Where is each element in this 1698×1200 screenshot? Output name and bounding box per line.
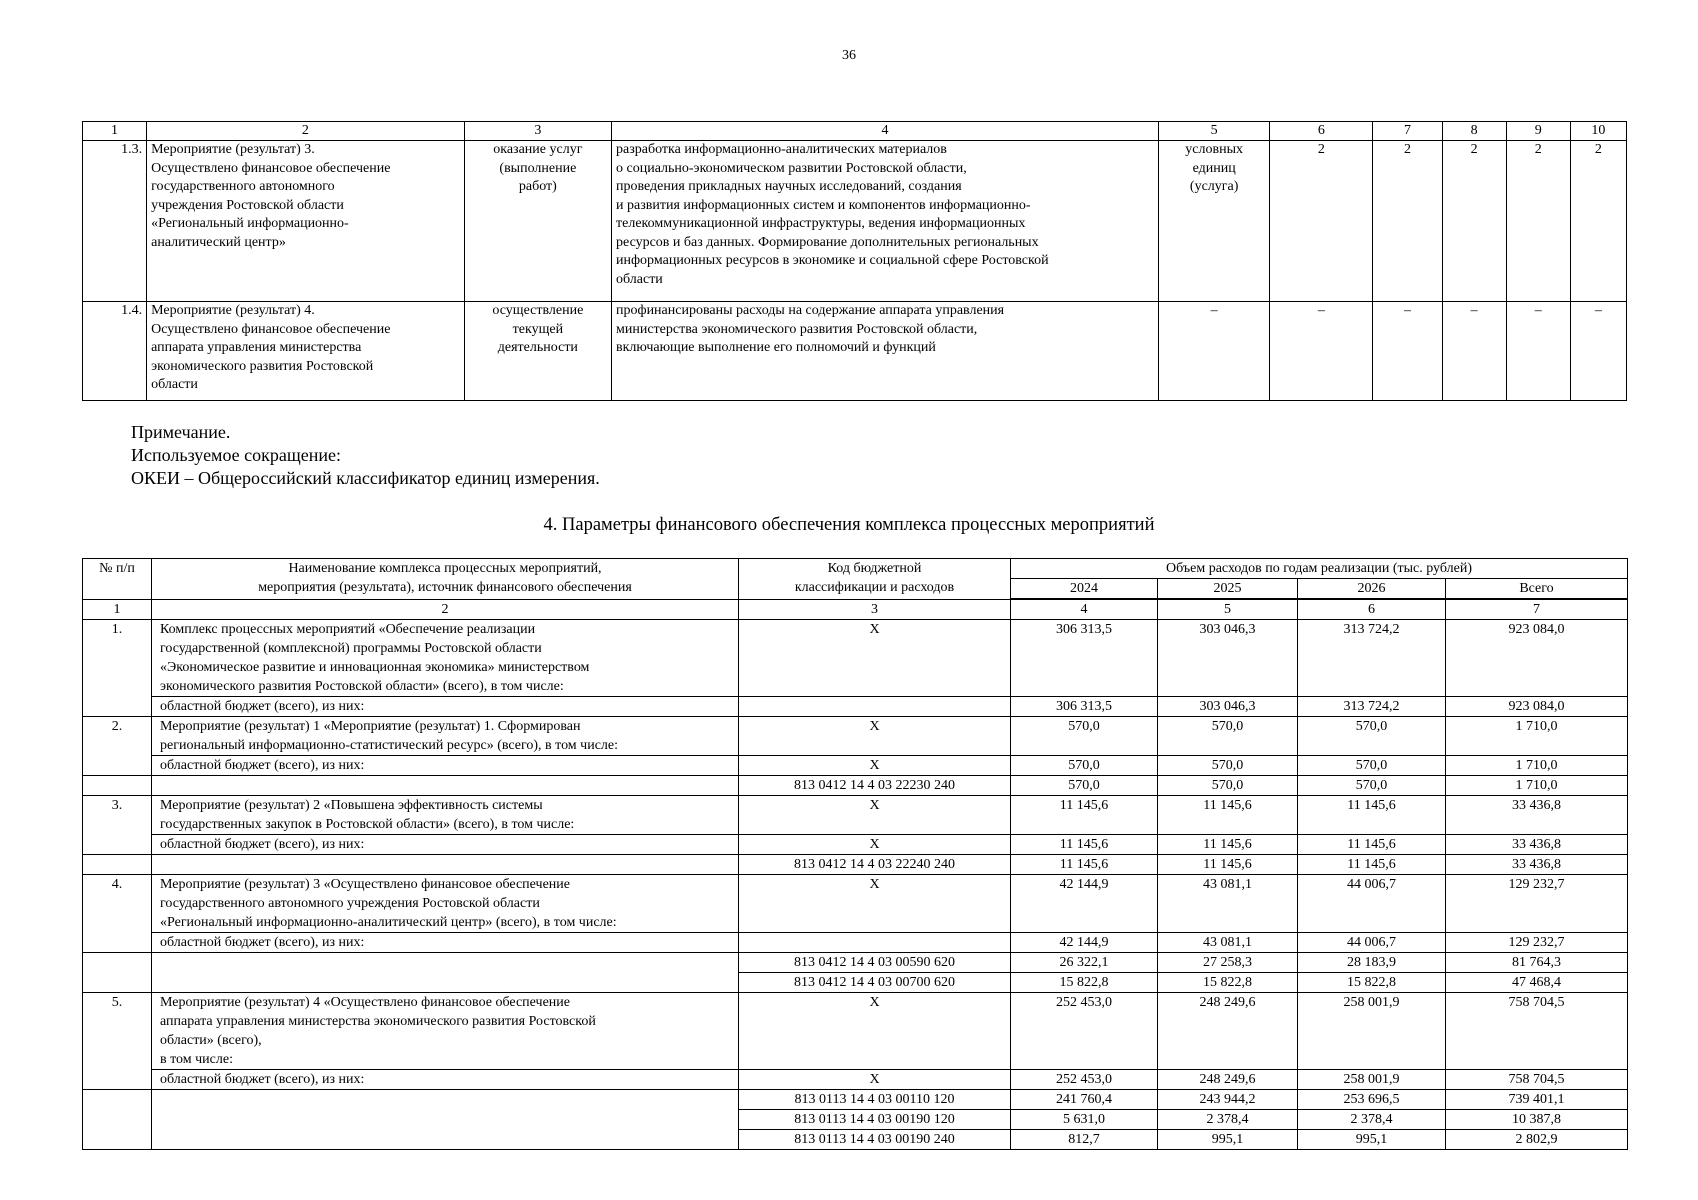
row-type-line: текущей	[512, 321, 564, 337]
group-row	[83, 796, 1628, 835]
budget-label: областной бюджет (всего), из них:	[152, 697, 739, 717]
budget-value: 570,0	[1298, 756, 1446, 776]
row-description-line: разработка информационно-аналитических материалов	[616, 142, 947, 157]
budget-code	[739, 697, 1011, 717]
group-row	[83, 875, 1628, 933]
row-name-line: Осуществлено финансовое обеспечение	[151, 160, 391, 176]
group-code: X	[739, 993, 1011, 1070]
row-type-line: оказание услуг	[493, 142, 583, 157]
column-number: 9	[1506, 122, 1570, 141]
row-name-line: аппарата управления министерства	[151, 340, 362, 355]
row-description-line: информационных ресурсов в экономике и социальной сфере Ростовской	[616, 253, 1049, 268]
sub-empty-num	[83, 855, 152, 875]
row-unit	[1159, 302, 1270, 401]
row-name-line: учреждения Ростовской области	[151, 197, 344, 213]
group-value: 11 145,6	[1298, 796, 1446, 835]
group-value: 306 313,5	[1011, 620, 1158, 697]
sub-value: 47 468,4	[1446, 973, 1628, 993]
row-value: –	[1373, 302, 1442, 401]
sub-value: 570,0	[1298, 776, 1446, 796]
row-name-line: области	[151, 377, 198, 392]
header-year-2025: 2025	[1158, 579, 1298, 600]
sub-code: 813 0412 14 4 03 00590 620	[739, 953, 1011, 973]
column-number: 1	[83, 599, 152, 620]
financing-table	[82, 558, 1628, 1150]
row-description-line: профинансированы расходы на содержание аппарата управления	[616, 303, 1005, 318]
sub-value: 15 822,8	[1158, 973, 1298, 993]
sub-value: 243 944,2	[1158, 1090, 1298, 1110]
sub-value: 570,0	[1011, 776, 1158, 796]
column-number: 6	[1298, 599, 1446, 620]
row-value: –	[1506, 302, 1570, 401]
sub-empty-name	[152, 1090, 739, 1150]
group-name	[152, 993, 739, 1070]
budget-value: 758 704,5	[1446, 1070, 1628, 1090]
row-name-line: Осуществлено финансовое обеспечение	[151, 321, 391, 337]
table-row	[83, 141, 1627, 302]
row-name-line: Мероприятие (результат) 4.	[151, 303, 315, 318]
group-value: 570,0	[1011, 717, 1158, 756]
sub-value: 812,7	[1011, 1130, 1158, 1150]
budget-value: 303 046,3	[1158, 697, 1298, 717]
sub-row	[83, 953, 1628, 973]
budget-label: областной бюджет (всего), из них:	[152, 933, 739, 953]
row-description-line: и развития информационных систем и компонентов информационно-	[616, 197, 1031, 213]
sub-code: 813 0113 14 4 03 00190 240	[739, 1130, 1011, 1150]
budget-value: 129 232,7	[1446, 933, 1628, 953]
column-number: 5	[1159, 122, 1270, 141]
sub-value: 2 378,4	[1158, 1110, 1298, 1130]
header-code-line: Код бюджетной	[827, 561, 922, 576]
sub-code: 813 0113 14 4 03 00110 120	[739, 1090, 1011, 1110]
sub-empty-num	[83, 776, 152, 796]
group-value: 303 046,3	[1158, 620, 1298, 697]
group-value: 248 249,6	[1158, 993, 1298, 1070]
group-value: 43 081,1	[1158, 875, 1298, 933]
row-name	[147, 302, 465, 401]
group-name-line: Комплекс процессных мероприятий «Обеспечение реализации	[160, 622, 536, 637]
budget-value: 570,0	[1011, 756, 1158, 776]
sub-value: 33 436,8	[1446, 855, 1628, 875]
budget-value: 11 145,6	[1298, 835, 1446, 855]
budget-value: 44 006,7	[1298, 933, 1446, 953]
group-name-line: Мероприятие (результат) 4 «Осуществлено финансовое обеспечение	[160, 995, 570, 1010]
row-description	[612, 141, 1159, 302]
group-name-line: «Региональный информационно-аналитический центр» (всего), в том числе:	[160, 915, 617, 930]
sub-code: 813 0113 14 4 03 00190 120	[739, 1110, 1011, 1130]
group-value: 44 006,7	[1298, 875, 1446, 933]
budget-value: 42 144,9	[1011, 933, 1158, 953]
header-year-2026: 2026	[1298, 579, 1446, 600]
group-name-line: государственного автономного учреждения Ростовской области	[160, 896, 540, 911]
column-number: 7	[1373, 122, 1442, 141]
row-name-line: экономического развития Ростовской	[151, 358, 374, 374]
row-unit-line: –	[1210, 303, 1218, 318]
header-total: Всего	[1446, 579, 1628, 600]
budget-value: 258 001,9	[1298, 1070, 1446, 1090]
group-value: 33 436,8	[1446, 796, 1628, 835]
budget-value: 313 724,2	[1298, 697, 1446, 717]
sub-empty-num	[83, 1090, 152, 1150]
group-number: 4.	[83, 875, 152, 953]
note-okei-definition: ОКЕИ – Общероссийский классификатор единиц измерения.	[131, 468, 600, 488]
row-description-line: о социально-экономическом развитии Ростовской области,	[616, 160, 967, 176]
table-header-row	[83, 559, 1628, 579]
row-description-line: области	[616, 271, 663, 287]
header-code-line: классификации и расходов	[794, 580, 955, 595]
group-value: 313 724,2	[1298, 620, 1446, 697]
budget-value: 923 084,0	[1446, 697, 1628, 717]
group-value: 11 145,6	[1158, 796, 1298, 835]
row-value: 2	[1373, 141, 1442, 302]
row-number: 1.4.	[83, 302, 147, 401]
group-name-line: Мероприятие (результат) 3 «Осуществлено финансовое обеспечение	[160, 877, 570, 892]
table-row	[83, 302, 1627, 401]
row-unit-line: единиц	[1192, 160, 1236, 176]
group-value: 42 144,9	[1011, 875, 1158, 933]
budget-row	[83, 1070, 1628, 1090]
row-value: –	[1442, 302, 1506, 401]
row-value: 2	[1270, 141, 1373, 302]
budget-value: 43 081,1	[1158, 933, 1298, 953]
group-number: 3.	[83, 796, 152, 855]
budget-value: 11 145,6	[1011, 835, 1158, 855]
sub-value: 15 822,8	[1298, 973, 1446, 993]
budget-value: 252 453,0	[1011, 1070, 1158, 1090]
group-name	[152, 875, 739, 933]
budget-row	[83, 756, 1628, 776]
group-value: 923 084,0	[1446, 620, 1628, 697]
note-heading: Примечание.	[131, 422, 231, 442]
row-value: –	[1570, 302, 1626, 401]
column-number: 5	[1158, 599, 1298, 620]
sub-row	[83, 776, 1628, 796]
row-value: 2	[1570, 141, 1626, 302]
sub-value: 241 760,4	[1011, 1090, 1158, 1110]
group-code: X	[739, 875, 1011, 933]
column-number: 4	[612, 122, 1159, 141]
column-number: 7	[1446, 599, 1628, 620]
sub-row	[83, 1090, 1628, 1110]
sub-value: 5 631,0	[1011, 1110, 1158, 1130]
group-value: 570,0	[1298, 717, 1446, 756]
group-name	[152, 796, 739, 835]
row-description-line: ресурсов и баз данных. Формирование дополнительных региональных	[616, 234, 1039, 250]
header-name-line: Наименование комплекса процессных мероприятий,	[288, 561, 602, 576]
budget-value: 11 145,6	[1158, 835, 1298, 855]
group-name	[152, 717, 739, 756]
row-type-line: осуществление	[492, 303, 584, 318]
sub-value: 995,1	[1158, 1130, 1298, 1150]
note-block	[131, 421, 600, 490]
header-num: № п/п	[83, 559, 152, 600]
group-number: 2.	[83, 717, 152, 776]
sub-value: 2 802,9	[1446, 1130, 1628, 1150]
group-name-line: «Экономическое развитие и инновационная экономика» министерством	[160, 660, 590, 675]
budget-value: 306 313,5	[1011, 697, 1158, 717]
indicators-table	[82, 121, 1627, 401]
budget-row	[83, 933, 1628, 953]
budget-label: областной бюджет (всего), из них:	[152, 1070, 739, 1090]
group-number: 5.	[83, 993, 152, 1090]
budget-label: областной бюджет (всего), из них:	[152, 756, 739, 776]
group-name-line: Мероприятие (результат) 1 «Мероприятие (результат) 1. Сформирован	[160, 719, 581, 734]
group-code: X	[739, 796, 1011, 835]
sub-empty-num	[83, 953, 152, 993]
sub-empty-name	[152, 855, 739, 875]
header-name-line: мероприятия (результата), источник финансового обеспечения	[258, 580, 632, 595]
group-name-line: в том числе:	[160, 1052, 233, 1067]
sub-code: 813 0412 14 4 03 00700 620	[739, 973, 1011, 993]
row-name-line: государственного автономного	[151, 179, 335, 194]
column-number: 2	[147, 122, 465, 141]
group-code: X	[739, 620, 1011, 697]
sub-value: 11 145,6	[1011, 855, 1158, 875]
budget-value: 570,0	[1158, 756, 1298, 776]
budget-code	[739, 933, 1011, 953]
sub-value: 26 322,1	[1011, 953, 1158, 973]
row-type	[464, 302, 611, 401]
group-code: X	[739, 717, 1011, 756]
row-type-line: (выполнение	[499, 160, 577, 176]
sub-empty-name	[152, 776, 739, 796]
sub-value: 2 378,4	[1298, 1110, 1446, 1130]
row-name-line: аналитический центр»	[151, 234, 286, 250]
sub-value: 81 764,3	[1446, 953, 1628, 973]
sub-code: 813 0412 14 4 03 22240 240	[739, 855, 1011, 875]
row-description-line: проведения прикладных научных исследований, создания	[616, 179, 962, 194]
row-unit-line: условных	[1185, 142, 1244, 157]
row-value: –	[1270, 302, 1373, 401]
group-name-line: региональный информационно-статистический ресурс» (всего), в том числе:	[160, 738, 619, 753]
sub-code: 813 0412 14 4 03 22230 240	[739, 776, 1011, 796]
sub-value: 11 145,6	[1298, 855, 1446, 875]
sub-value: 1 710,0	[1446, 776, 1628, 796]
group-name-line: государственных закупок в Ростовской области» (всего), в том числе:	[160, 817, 575, 832]
row-unit	[1159, 141, 1270, 302]
column-number: 10	[1570, 122, 1626, 141]
sub-value: 28 183,9	[1298, 953, 1446, 973]
column-number: 8	[1442, 122, 1506, 141]
sub-value: 10 387,8	[1446, 1110, 1628, 1130]
section-title: 4. Параметры финансового обеспечения комплекса процессных мероприятий	[543, 515, 1155, 535]
group-value: 252 453,0	[1011, 993, 1158, 1070]
column-number: 2	[152, 599, 739, 620]
row-value: 2	[1506, 141, 1570, 302]
header-year-2024: 2024	[1011, 579, 1158, 600]
column-number: 3	[464, 122, 611, 141]
group-name-line: аппарата управления министерства экономического развития Ростовской	[160, 1014, 596, 1029]
row-description-line: телекоммуникационной инфраструктуры, ведения информационных	[616, 216, 1026, 231]
sub-value: 253 696,5	[1298, 1090, 1446, 1110]
group-name-line: государственной (комплексной) программы Ростовской области	[160, 641, 542, 656]
budget-row	[83, 835, 1628, 855]
row-name-line: Мероприятие (результат) 3.	[151, 142, 315, 157]
column-number: 3	[739, 599, 1011, 620]
group-value: 1 710,0	[1446, 717, 1628, 756]
column-numbers-row	[83, 599, 1628, 620]
budget-row	[83, 697, 1628, 717]
row-description-line: министерства экономического развития Ростовской области,	[616, 321, 978, 337]
column-number: 6	[1270, 122, 1373, 141]
row-description	[612, 302, 1159, 401]
header-name	[152, 559, 739, 600]
group-row	[83, 620, 1628, 697]
column-number: 4	[1011, 599, 1158, 620]
sub-value: 27 258,3	[1158, 953, 1298, 973]
sub-row	[83, 855, 1628, 875]
sub-value: 739 401,1	[1446, 1090, 1628, 1110]
row-type	[464, 141, 611, 302]
group-row	[83, 717, 1628, 756]
budget-label: областной бюджет (всего), из них:	[152, 835, 739, 855]
page-number: 36	[842, 48, 856, 63]
sub-value: 570,0	[1158, 776, 1298, 796]
row-name	[147, 141, 465, 302]
sub-empty-name	[152, 953, 739, 993]
group-name-line: экономического развития Ростовской области» (всего), в том числе:	[160, 679, 564, 694]
column-number: 1	[83, 122, 147, 141]
budget-value: 1 710,0	[1446, 756, 1628, 776]
row-type-line: деятельности	[497, 340, 578, 355]
group-value: 258 001,9	[1298, 993, 1446, 1070]
group-value: 570,0	[1158, 717, 1298, 756]
group-number: 1.	[83, 620, 152, 717]
group-name-line: Мероприятие (результат) 2 «Повышена эффективность системы	[160, 798, 543, 813]
note-abbreviation-intro: Используемое сокращение:	[131, 445, 341, 465]
sub-value: 15 822,8	[1011, 973, 1158, 993]
budget-code: X	[739, 835, 1011, 855]
group-value: 758 704,5	[1446, 993, 1628, 1070]
header-volume: Объем расходов по годам реализации (тыс. рублей)	[1011, 559, 1628, 579]
row-number: 1.3.	[83, 141, 147, 302]
budget-code: X	[739, 756, 1011, 776]
group-name-line: области» (всего),	[160, 1033, 262, 1048]
row-description-line: включающие выполнение его полномочий и функций	[616, 340, 936, 355]
group-value: 129 232,7	[1446, 875, 1628, 933]
row-unit-line: (услуга)	[1189, 179, 1239, 194]
header-code	[739, 559, 1011, 600]
sub-value: 995,1	[1298, 1130, 1446, 1150]
sub-value: 11 145,6	[1158, 855, 1298, 875]
row-name-line: «Региональный информационно-	[151, 216, 349, 231]
row-value: 2	[1442, 141, 1506, 302]
budget-value: 248 249,6	[1158, 1070, 1298, 1090]
group-value: 11 145,6	[1011, 796, 1158, 835]
budget-code: X	[739, 1070, 1011, 1090]
group-name	[152, 620, 739, 697]
group-row	[83, 993, 1628, 1070]
row-type-line: работ)	[518, 179, 557, 194]
table-header-row	[83, 122, 1627, 141]
budget-value: 33 436,8	[1446, 835, 1628, 855]
